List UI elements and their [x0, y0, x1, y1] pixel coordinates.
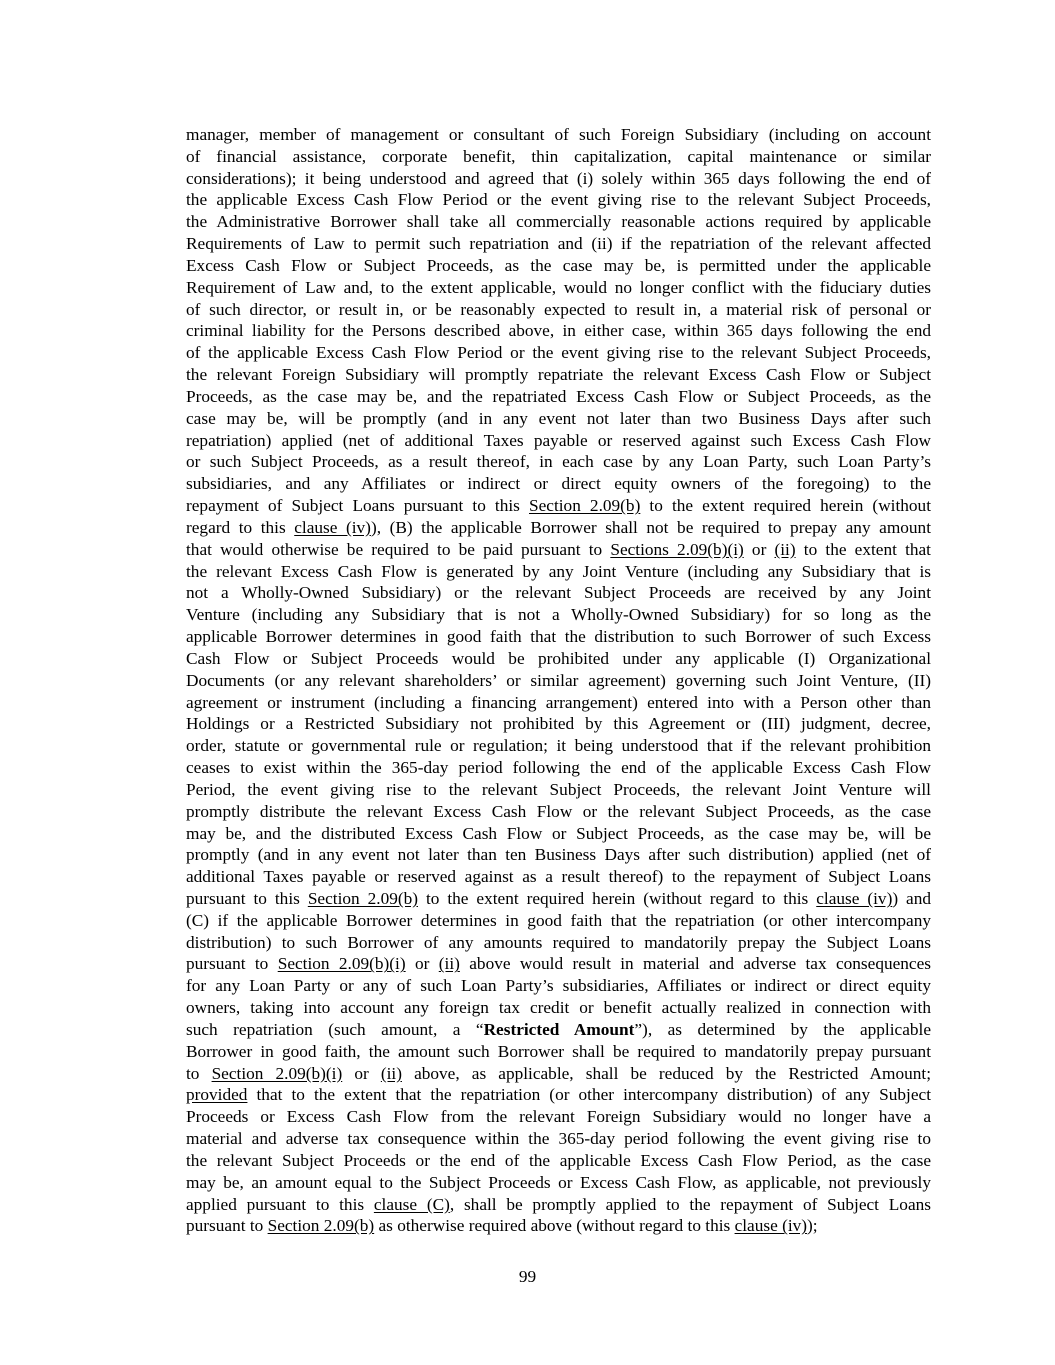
cross-reference: provided: [186, 1085, 248, 1105]
text-segment: or: [743, 539, 775, 559]
text-segment: or: [405, 954, 439, 974]
text-segment: for any Loan Party or any of such Loan Party’s subsidiaries, Affiliates or indirect or direct equity: [186, 976, 931, 996]
text-line: [186, 670, 931, 692]
text-line: [186, 648, 931, 670]
text-line: [186, 1172, 931, 1194]
text-line: [186, 255, 931, 277]
text-line: [186, 342, 931, 364]
text-segment: or: [342, 1063, 381, 1083]
cross-reference: Section 2.09(b): [307, 888, 418, 908]
text-segment: regard to this: [186, 517, 295, 537]
text-line: [186, 1194, 931, 1216]
text-segment: pursuant to this: [186, 888, 308, 908]
cross-reference: (ii): [380, 1063, 402, 1083]
text-segment: repatriation) applied (net of additional Taxes payable or reserved against such Excess Cash Flow: [186, 430, 931, 450]
text-line: [186, 975, 931, 997]
text-line: [186, 408, 931, 430]
text-line: [186, 1106, 931, 1128]
text-line: [186, 1215, 931, 1237]
text-line: [186, 604, 931, 626]
text-segment: above would result in material and adverse tax consequences: [459, 954, 931, 974]
text-line: [186, 910, 931, 932]
text-segment: to: [186, 1063, 212, 1083]
text-line: [186, 823, 931, 845]
text-segment: Holdings or a Restricted Subsidiary not prohibited by this Agreement or (III) judgment, decree,: [186, 714, 931, 734]
text-segment: of such director, or result in, or be reasonably expected to result in, a material risk of personal or: [186, 299, 931, 319]
text-segment: owners, taking into account any foreign tax credit or benefit actually realized in connection with: [186, 998, 931, 1018]
text-line: [186, 211, 931, 233]
text-segment: of financial assistance, corporate benefit, thin capitalization, capital maintenance or similar: [186, 146, 931, 166]
text-segment: the applicable Excess Cash Flow Period or the event giving rise to the relevant Subject Proceeds,: [186, 190, 931, 210]
text-segment: distribution) to such Borrower of any amounts required to mandatorily prepay the Subject Loans: [186, 932, 931, 952]
text-segment: Documents (or any relevant shareholders’ or similar agreement) governing such Joint Venture, (II): [186, 670, 931, 690]
cross-reference: (ii): [774, 539, 796, 559]
text-segment: promptly distribute the relevant Excess Cash Flow or the relevant Subject Proceeds, as the case: [186, 801, 931, 821]
cross-reference: clause (C): [373, 1194, 450, 1214]
cross-reference: Section 2.09(b): [267, 1216, 375, 1236]
text-segment: Excess Cash Flow or Subject Proceeds, as the case may be, is permitted under the applicable: [186, 255, 931, 275]
text-line: [186, 735, 931, 757]
text-line: [186, 866, 931, 888]
text-line: [186, 364, 931, 386]
text-segment: the Administrative Borrower shall take all commercially reasonable actions required by applicable: [186, 212, 931, 232]
text-line: [186, 1128, 931, 1150]
text-segment: of the applicable Excess Cash Flow Period or the event giving rise to the relevant Subject Proceeds,: [186, 343, 931, 363]
text-line: [186, 539, 931, 561]
text-line: [186, 189, 931, 211]
text-line: [186, 713, 931, 735]
text-segment: order, statute or governmental rule or regulation; it being understood that if the relevant prohibition: [186, 736, 931, 756]
text-line: [186, 779, 931, 801]
text-segment: Period, the event giving rise to the relevant Subject Proceeds, the relevant Joint Venture will: [186, 779, 931, 799]
text-segment: applicable Borrower determines in good faith that the distribution to such Borrower of such Excess: [186, 627, 931, 647]
body-paragraph: [186, 124, 931, 1237]
text-segment: Borrower in good faith, the amount such Borrower shall be required to mandatorily prepay pursuant: [186, 1041, 931, 1061]
text-line: [186, 932, 931, 954]
text-segment: the relevant Subject Proceeds or the end of the applicable Excess Cash Flow Period, as the case: [186, 1150, 931, 1170]
text-segment: or such Subject Proceeds, as a result thereof, in each case by any Loan Party, such Loan Party’s: [186, 452, 931, 472]
text-line: [186, 692, 931, 714]
defined-term: Restricted Amount: [483, 1019, 635, 1039]
text-line: [186, 386, 931, 408]
text-segment: criminal liability for the Persons described above, in either case, within 365 days following the end: [186, 321, 931, 341]
text-segment: to the extent required herein (without regard to this: [418, 888, 817, 908]
text-segment: to the extent that: [795, 539, 931, 559]
text-segment: pursuant to: [186, 1216, 268, 1236]
text-segment: Requirement of Law and, to the extent applicable, would no longer conflict with the fiduciary duties: [186, 277, 931, 297]
text-line: [186, 495, 931, 517]
text-line: [186, 888, 931, 910]
text-line: [186, 124, 931, 146]
text-segment: );: [807, 1216, 818, 1236]
text-line: [186, 1041, 931, 1063]
text-segment: may be, and the distributed Excess Cash Flow or Subject Proceeds, as the case may be, will be: [186, 823, 931, 843]
text-segment: the relevant Excess Cash Flow is generated by any Joint Venture (including any Subsidiary that is: [186, 561, 931, 581]
text-segment: above, as applicable, shall be reduced by the Restricted Amount;: [401, 1063, 931, 1083]
text-segment: to the extent required herein (without: [640, 496, 931, 516]
text-line: [186, 277, 931, 299]
cross-reference: Section 2.09(b)(i): [277, 954, 406, 974]
page-number: 99: [518, 1267, 537, 1286]
text-segment: not a Wholly-Owned Subsidiary) or the relevant Subject Proceeds are received by any Joint: [186, 583, 931, 603]
text-segment: manager, member of management or consultant of such Foreign Subsidiary (including on account: [186, 125, 931, 144]
text-line: [186, 844, 931, 866]
text-line: [186, 582, 931, 604]
text-line: [186, 473, 931, 495]
text-segment: agreement or instrument (including a financing arrangement) entered into with a Person other than: [186, 692, 931, 712]
text-line: [186, 1150, 931, 1172]
text-segment: the relevant Foreign Subsidiary will promptly repatriate the relevant Excess Cash Flow or Subject: [186, 365, 931, 385]
text-segment: Proceeds or Excess Cash Flow from the relevant Foreign Subsidiary would no longer have a: [186, 1107, 931, 1127]
text-segment: ) and: [892, 888, 931, 908]
text-segment: additional Taxes payable or reserved against as a result thereof) to the repayment of Subject Loans: [186, 867, 931, 887]
cross-reference: Section 2.09(b)(i): [211, 1063, 343, 1083]
text-segment: Proceeds, as the case may be, and the repatriated Excess Cash Flow or Subject Proceeds, as the: [186, 386, 931, 406]
text-line: [186, 233, 931, 255]
cross-reference: clause (iv): [816, 888, 893, 908]
cross-reference: Section 2.09(b): [529, 496, 641, 516]
text-segment: (C) if the applicable Borrower determines in good faith that the repatriation (or other intercompany: [186, 910, 931, 930]
text-line: [186, 299, 931, 321]
text-segment: case may be, will be promptly (and in any event not later than two Business Days after such: [186, 408, 931, 428]
text-segment: applied pursuant to this: [186, 1194, 374, 1214]
text-line: [186, 430, 931, 452]
text-segment: pursuant to: [186, 954, 278, 974]
cross-reference: clause (iv): [734, 1216, 808, 1236]
text-segment: promptly (and in any event not later than ten Business Days after such distribution) applied (net of: [186, 845, 931, 865]
text-segment: ), (B) the applicable Borrower shall not be required to prepay any amount: [370, 517, 931, 537]
text-segment: ”), as determined by the applicable: [634, 1019, 931, 1039]
text-line: [186, 168, 931, 190]
text-segment: material and adverse tax consequence within the 365-day period following the event giving rise to: [186, 1129, 931, 1149]
text-line: [186, 517, 931, 539]
text-segment: ceases to exist within the 365-day period following the end of the applicable Excess Cash Flow: [186, 758, 931, 778]
text-segment: may be, an amount equal to the Subject Proceeds or Excess Cash Flow, as applicable, not previously: [186, 1172, 931, 1192]
text-line: [186, 626, 931, 648]
text-line: [186, 997, 931, 1019]
text-line: [186, 451, 931, 473]
text-line: [186, 146, 931, 168]
cross-reference: (ii): [438, 954, 460, 974]
text-line: [186, 1019, 931, 1041]
text-segment: Venture (including any Subsidiary that is not a Wholly-Owned Subsidiary) for so long as the: [186, 605, 931, 625]
text-segment: Cash Flow or Subject Proceeds would be prohibited under any applicable (I) Organizational: [186, 648, 931, 668]
text-segment: such repatriation (such amount, a “: [186, 1019, 484, 1039]
text-line: [186, 757, 931, 779]
text-segment: that to the extent that the repatriation (or other intercompany distribution) of any Subject: [247, 1085, 931, 1105]
text-line: [186, 1084, 931, 1106]
text-segment: subsidiaries, and any Affiliates or indirect or direct equity owners of the foregoing) to the: [186, 474, 931, 494]
cross-reference: clause (iv): [294, 517, 371, 537]
text-segment: , shall be promptly applied to the repayment of Subject Loans: [449, 1194, 931, 1214]
text-segment: considerations); it being understood and agreed that (i) solely within 365 days following the end of: [186, 168, 931, 188]
text-segment: Requirements of Law to permit such repatriation and (ii) if the repatriation of the relevant affected: [186, 234, 931, 254]
text-segment: that would otherwise be required to be paid pursuant to: [186, 539, 611, 559]
text-segment: as otherwise required above (without regard to this: [374, 1216, 735, 1236]
cross-reference: Sections 2.09(b)(i): [610, 539, 744, 559]
text-line: [186, 801, 931, 823]
text-line: [186, 1063, 931, 1085]
text-line: [186, 320, 931, 342]
text-line: [186, 561, 931, 583]
text-line: [186, 953, 931, 975]
text-segment: repayment of Subject Loans pursuant to this: [186, 496, 529, 516]
